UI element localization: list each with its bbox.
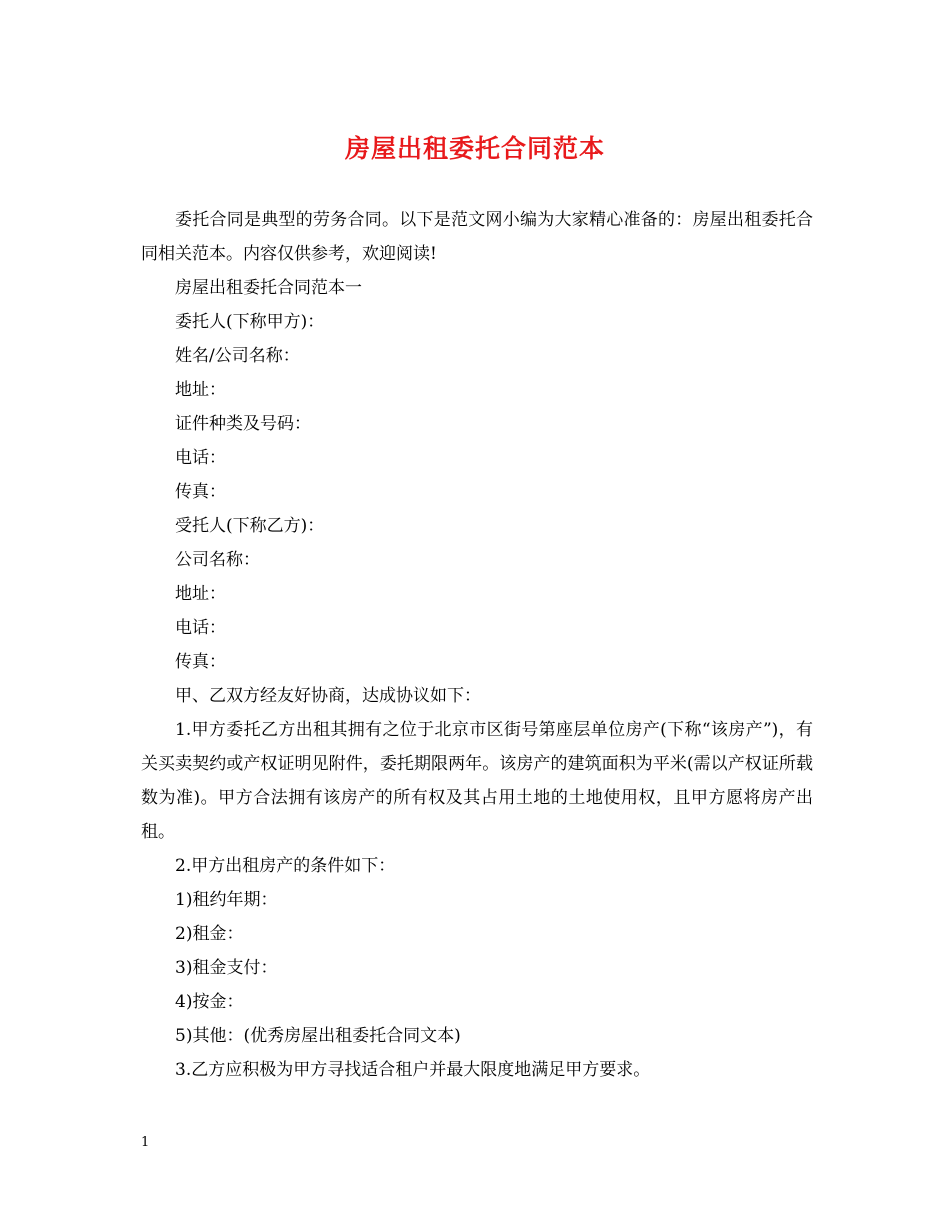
paragraph-party-a-phone: 电话：: [175, 448, 226, 468]
paragraph-clause-1: 1.甲方委托乙方出租其拥有之位于北京市区街号第座层单位房产(下称“该房产”)，有关买卖契约或产权证明见附件，委托期限两年。该房产的建筑面积为平米(需以产权证所载数为准)。甲方合法拥有该房产的所有权及其占用土地的土地使用权，且甲方愿将房产出租。: [141, 720, 813, 842]
paragraph-clause-2: 2.甲方出租房产的条件如下：: [175, 856, 396, 876]
paragraph-party-a-fax: 传真：: [175, 482, 226, 502]
document-body: [141, 203, 813, 1087]
paragraph-party-a-name: 姓名/公司名称：: [175, 346, 300, 366]
paragraph-rent-payment: 3)租金支付：: [175, 958, 278, 978]
paragraph-lease-term: 1)租约年期：: [175, 890, 278, 910]
paragraph-party-b-phone: 电话：: [175, 618, 226, 638]
paragraph-clause-3: 3.乙方应积极为甲方寻找适合租户并最大限度地满足甲方要求。: [175, 1060, 651, 1080]
paragraph-party-a-address: 地址：: [175, 380, 226, 400]
paragraph-rent: 2)租金：: [175, 924, 244, 944]
page-number: 1: [141, 1135, 150, 1150]
paragraph-party-b-fax: 传真：: [175, 652, 226, 672]
paragraph-section-heading: 房屋出租委托合同范本一: [175, 278, 362, 298]
paragraph-party-b: 受托人(下称乙方)：: [175, 516, 325, 536]
paragraph-party-b-company: 公司名称：: [175, 550, 260, 570]
paragraph-party-a-id: 证件种类及号码：: [175, 414, 311, 434]
paragraph-agreement: 甲、乙双方经友好协商，达成协议如下：: [175, 686, 481, 706]
paragraph-party-b-address: 地址：: [175, 584, 226, 604]
document-title: 房屋出租委托合同范本: [344, 134, 605, 163]
paragraph-intro: 委托合同是典型的劳务合同。以下是范文网小编为大家精心准备的：房屋出租委托合同相关范本。内容仅供参考，欢迎阅读!: [141, 210, 813, 264]
paragraph-party-a: 委托人(下称甲方)：: [175, 312, 325, 332]
paragraph-deposit: 4)按金：: [175, 992, 244, 1012]
paragraph-other: 5)其他：(优秀房屋出租委托合同文本): [175, 1026, 461, 1046]
